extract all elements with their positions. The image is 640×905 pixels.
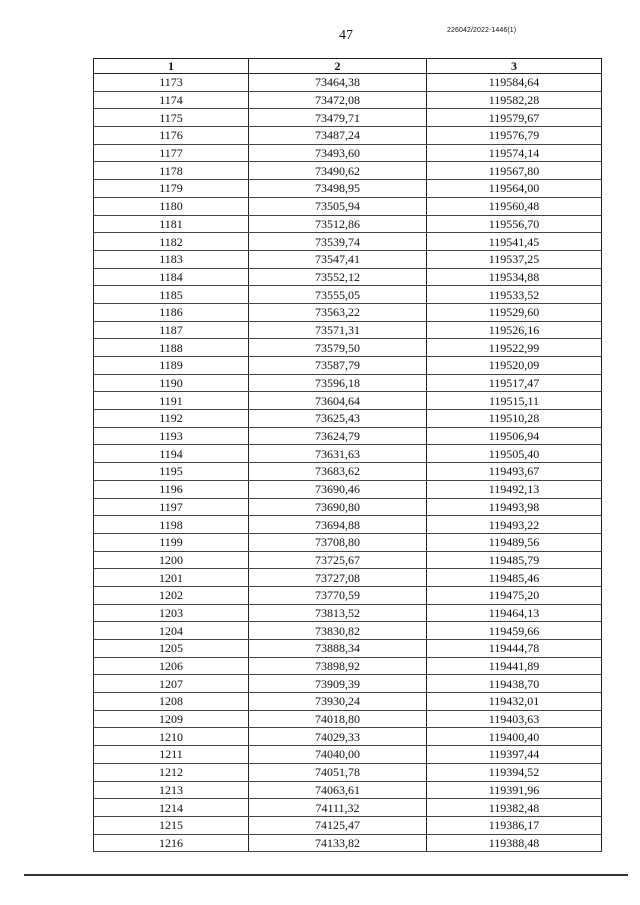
point-number-cell: 1212 bbox=[94, 763, 249, 781]
table-row bbox=[94, 303, 602, 321]
y-coordinate-cell: 119394,52 bbox=[427, 763, 602, 781]
table-row bbox=[94, 268, 602, 286]
point-number-cell: 1208 bbox=[94, 693, 249, 711]
table-row bbox=[94, 746, 602, 764]
y-coordinate-cell: 119397,44 bbox=[427, 746, 602, 764]
y-coordinate-cell: 119579,67 bbox=[427, 109, 602, 127]
coordinates-table bbox=[93, 58, 602, 852]
point-number-cell: 1213 bbox=[94, 781, 249, 799]
point-number-cell: 1193 bbox=[94, 427, 249, 445]
table-row bbox=[94, 127, 602, 145]
table-row bbox=[94, 640, 602, 658]
x-coordinate-cell: 73690,46 bbox=[249, 480, 427, 498]
page-number: 47 bbox=[339, 28, 353, 43]
y-coordinate-cell: 119489,56 bbox=[427, 533, 602, 551]
point-number-cell: 1198 bbox=[94, 516, 249, 534]
x-coordinate-cell: 73930,24 bbox=[249, 693, 427, 711]
y-coordinate-cell: 119493,67 bbox=[427, 463, 602, 481]
point-number-cell: 1187 bbox=[94, 321, 249, 339]
x-coordinate-cell: 74111,32 bbox=[249, 799, 427, 817]
x-coordinate-cell: 73727,08 bbox=[249, 569, 427, 587]
y-coordinate-cell: 119517,47 bbox=[427, 374, 602, 392]
y-coordinate-cell: 119584,64 bbox=[427, 74, 602, 92]
x-coordinate-cell: 73472,08 bbox=[249, 91, 427, 109]
point-number-cell: 1205 bbox=[94, 640, 249, 658]
table-row bbox=[94, 551, 602, 569]
x-coordinate-cell: 74040,00 bbox=[249, 746, 427, 764]
point-number-cell: 1186 bbox=[94, 303, 249, 321]
table-row bbox=[94, 215, 602, 233]
table-body bbox=[94, 74, 602, 852]
x-coordinate-cell: 73547,41 bbox=[249, 250, 427, 268]
y-coordinate-cell: 119564,00 bbox=[427, 180, 602, 198]
table-row bbox=[94, 250, 602, 268]
point-number-cell: 1194 bbox=[94, 445, 249, 463]
point-number-cell: 1178 bbox=[94, 162, 249, 180]
y-coordinate-cell: 119492,13 bbox=[427, 480, 602, 498]
y-coordinate-cell: 119576,79 bbox=[427, 127, 602, 145]
point-number-cell: 1216 bbox=[94, 834, 249, 852]
table-row bbox=[94, 374, 602, 392]
x-coordinate-cell: 73490,62 bbox=[249, 162, 427, 180]
y-coordinate-cell: 119485,46 bbox=[427, 569, 602, 587]
point-number-cell: 1197 bbox=[94, 498, 249, 516]
table-row bbox=[94, 710, 602, 728]
y-coordinate-cell: 119526,16 bbox=[427, 321, 602, 339]
table-row bbox=[94, 604, 602, 622]
y-coordinate-cell: 119438,70 bbox=[427, 675, 602, 693]
table-row bbox=[94, 516, 602, 534]
table-row bbox=[94, 799, 602, 817]
y-coordinate-cell: 119505,40 bbox=[427, 445, 602, 463]
table-row bbox=[94, 781, 602, 799]
table-row bbox=[94, 480, 602, 498]
table-row bbox=[94, 427, 602, 445]
point-number-cell: 1209 bbox=[94, 710, 249, 728]
y-coordinate-cell: 119582,28 bbox=[427, 91, 602, 109]
x-coordinate-cell: 73830,82 bbox=[249, 622, 427, 640]
y-coordinate-cell: 119520,09 bbox=[427, 357, 602, 375]
column-header-2: 2 bbox=[249, 59, 427, 74]
table-row bbox=[94, 463, 602, 481]
point-number-cell: 1206 bbox=[94, 657, 249, 675]
column-header-1: 1 bbox=[94, 59, 249, 74]
x-coordinate-cell: 73625,43 bbox=[249, 410, 427, 428]
x-coordinate-cell: 74018,80 bbox=[249, 710, 427, 728]
point-number-cell: 1184 bbox=[94, 268, 249, 286]
point-number-cell: 1214 bbox=[94, 799, 249, 817]
point-number-cell: 1196 bbox=[94, 480, 249, 498]
x-coordinate-cell: 73571,31 bbox=[249, 321, 427, 339]
y-coordinate-cell: 119529,60 bbox=[427, 303, 602, 321]
table-row bbox=[94, 233, 602, 251]
y-coordinate-cell: 119537,25 bbox=[427, 250, 602, 268]
document-reference: 226042/2022-1446(1) bbox=[447, 27, 517, 34]
point-number-cell: 1207 bbox=[94, 675, 249, 693]
table-row bbox=[94, 180, 602, 198]
y-coordinate-cell: 119382,48 bbox=[427, 799, 602, 817]
y-coordinate-cell: 119560,48 bbox=[427, 197, 602, 215]
x-coordinate-cell: 73596,18 bbox=[249, 374, 427, 392]
table-row bbox=[94, 357, 602, 375]
table-row bbox=[94, 74, 602, 92]
y-coordinate-cell: 119574,14 bbox=[427, 144, 602, 162]
table-row bbox=[94, 410, 602, 428]
point-number-cell: 1182 bbox=[94, 233, 249, 251]
y-coordinate-cell: 119567,80 bbox=[427, 162, 602, 180]
y-coordinate-cell: 119485,79 bbox=[427, 551, 602, 569]
point-number-cell: 1200 bbox=[94, 551, 249, 569]
y-coordinate-cell: 119556,70 bbox=[427, 215, 602, 233]
x-coordinate-cell: 73690,80 bbox=[249, 498, 427, 516]
x-coordinate-cell: 73909,39 bbox=[249, 675, 427, 693]
point-number-cell: 1173 bbox=[94, 74, 249, 92]
y-coordinate-cell: 119475,20 bbox=[427, 586, 602, 604]
point-number-cell: 1199 bbox=[94, 533, 249, 551]
table-row bbox=[94, 498, 602, 516]
x-coordinate-cell: 73898,92 bbox=[249, 657, 427, 675]
y-coordinate-cell: 119444,78 bbox=[427, 640, 602, 658]
y-coordinate-cell: 119441,89 bbox=[427, 657, 602, 675]
point-number-cell: 1181 bbox=[94, 215, 249, 233]
x-coordinate-cell: 73725,67 bbox=[249, 551, 427, 569]
y-coordinate-cell: 119386,17 bbox=[427, 816, 602, 834]
x-coordinate-cell: 73493,60 bbox=[249, 144, 427, 162]
point-number-cell: 1175 bbox=[94, 109, 249, 127]
table-row bbox=[94, 693, 602, 711]
x-coordinate-cell: 73563,22 bbox=[249, 303, 427, 321]
x-coordinate-cell: 73587,79 bbox=[249, 357, 427, 375]
point-number-cell: 1190 bbox=[94, 374, 249, 392]
x-coordinate-cell: 73552,12 bbox=[249, 268, 427, 286]
x-coordinate-cell: 73464,38 bbox=[249, 74, 427, 92]
footer-rule bbox=[24, 874, 628, 876]
point-number-cell: 1210 bbox=[94, 728, 249, 746]
header-row bbox=[94, 59, 602, 74]
table-row bbox=[94, 445, 602, 463]
y-coordinate-cell: 119388,48 bbox=[427, 834, 602, 852]
y-coordinate-cell: 119493,98 bbox=[427, 498, 602, 516]
point-number-cell: 1180 bbox=[94, 197, 249, 215]
y-coordinate-cell: 119510,28 bbox=[427, 410, 602, 428]
table-row bbox=[94, 816, 602, 834]
y-coordinate-cell: 119533,52 bbox=[427, 286, 602, 304]
point-number-cell: 1204 bbox=[94, 622, 249, 640]
x-coordinate-cell: 73888,34 bbox=[249, 640, 427, 658]
table-row bbox=[94, 286, 602, 304]
x-coordinate-cell: 73624,79 bbox=[249, 427, 427, 445]
point-number-cell: 1191 bbox=[94, 392, 249, 410]
y-coordinate-cell: 119464,13 bbox=[427, 604, 602, 622]
table-row bbox=[94, 834, 602, 852]
column-header-3: 3 bbox=[427, 59, 602, 74]
table-row bbox=[94, 162, 602, 180]
table-row bbox=[94, 321, 602, 339]
x-coordinate-cell: 73770,59 bbox=[249, 586, 427, 604]
x-coordinate-cell: 73813,52 bbox=[249, 604, 427, 622]
table-row bbox=[94, 728, 602, 746]
y-coordinate-cell: 119403,63 bbox=[427, 710, 602, 728]
point-number-cell: 1211 bbox=[94, 746, 249, 764]
point-number-cell: 1179 bbox=[94, 180, 249, 198]
x-coordinate-cell: 74133,82 bbox=[249, 834, 427, 852]
x-coordinate-cell: 73708,80 bbox=[249, 533, 427, 551]
y-coordinate-cell: 119506,94 bbox=[427, 427, 602, 445]
table-header bbox=[94, 59, 602, 74]
x-coordinate-cell: 73694,88 bbox=[249, 516, 427, 534]
x-coordinate-cell: 73512,86 bbox=[249, 215, 427, 233]
x-coordinate-cell: 73487,24 bbox=[249, 127, 427, 145]
point-number-cell: 1201 bbox=[94, 569, 249, 587]
x-coordinate-cell: 73631,63 bbox=[249, 445, 427, 463]
y-coordinate-cell: 119400,40 bbox=[427, 728, 602, 746]
table-row bbox=[94, 91, 602, 109]
point-number-cell: 1188 bbox=[94, 339, 249, 357]
table-row bbox=[94, 339, 602, 357]
point-number-cell: 1202 bbox=[94, 586, 249, 604]
table-row bbox=[94, 533, 602, 551]
y-coordinate-cell: 119522,99 bbox=[427, 339, 602, 357]
x-coordinate-cell: 73579,50 bbox=[249, 339, 427, 357]
y-coordinate-cell: 119541,45 bbox=[427, 233, 602, 251]
y-coordinate-cell: 119515,11 bbox=[427, 392, 602, 410]
table-row bbox=[94, 622, 602, 640]
point-number-cell: 1174 bbox=[94, 91, 249, 109]
point-number-cell: 1215 bbox=[94, 816, 249, 834]
y-coordinate-cell: 119534,88 bbox=[427, 268, 602, 286]
point-number-cell: 1203 bbox=[94, 604, 249, 622]
y-coordinate-cell: 119391,96 bbox=[427, 781, 602, 799]
x-coordinate-cell: 73539,74 bbox=[249, 233, 427, 251]
x-coordinate-cell: 73505,94 bbox=[249, 197, 427, 215]
point-number-cell: 1177 bbox=[94, 144, 249, 162]
point-number-cell: 1195 bbox=[94, 463, 249, 481]
x-coordinate-cell: 74063,61 bbox=[249, 781, 427, 799]
point-number-cell: 1189 bbox=[94, 357, 249, 375]
table-row bbox=[94, 657, 602, 675]
table-row bbox=[94, 569, 602, 587]
point-number-cell: 1183 bbox=[94, 250, 249, 268]
x-coordinate-cell: 73498,95 bbox=[249, 180, 427, 198]
y-coordinate-cell: 119493,22 bbox=[427, 516, 602, 534]
table-row bbox=[94, 144, 602, 162]
x-coordinate-cell: 74051,78 bbox=[249, 763, 427, 781]
table-row bbox=[94, 109, 602, 127]
x-coordinate-cell: 73604,64 bbox=[249, 392, 427, 410]
point-number-cell: 1192 bbox=[94, 410, 249, 428]
x-coordinate-cell: 73555,05 bbox=[249, 286, 427, 304]
table-row bbox=[94, 392, 602, 410]
y-coordinate-cell: 119432,01 bbox=[427, 693, 602, 711]
table-row bbox=[94, 763, 602, 781]
x-coordinate-cell: 73479,71 bbox=[249, 109, 427, 127]
x-coordinate-cell: 73683,62 bbox=[249, 463, 427, 481]
table-row bbox=[94, 197, 602, 215]
point-number-cell: 1185 bbox=[94, 286, 249, 304]
table-row bbox=[94, 675, 602, 693]
y-coordinate-cell: 119459,66 bbox=[427, 622, 602, 640]
table-row bbox=[94, 586, 602, 604]
x-coordinate-cell: 74029,33 bbox=[249, 728, 427, 746]
x-coordinate-cell: 74125,47 bbox=[249, 816, 427, 834]
point-number-cell: 1176 bbox=[94, 127, 249, 145]
